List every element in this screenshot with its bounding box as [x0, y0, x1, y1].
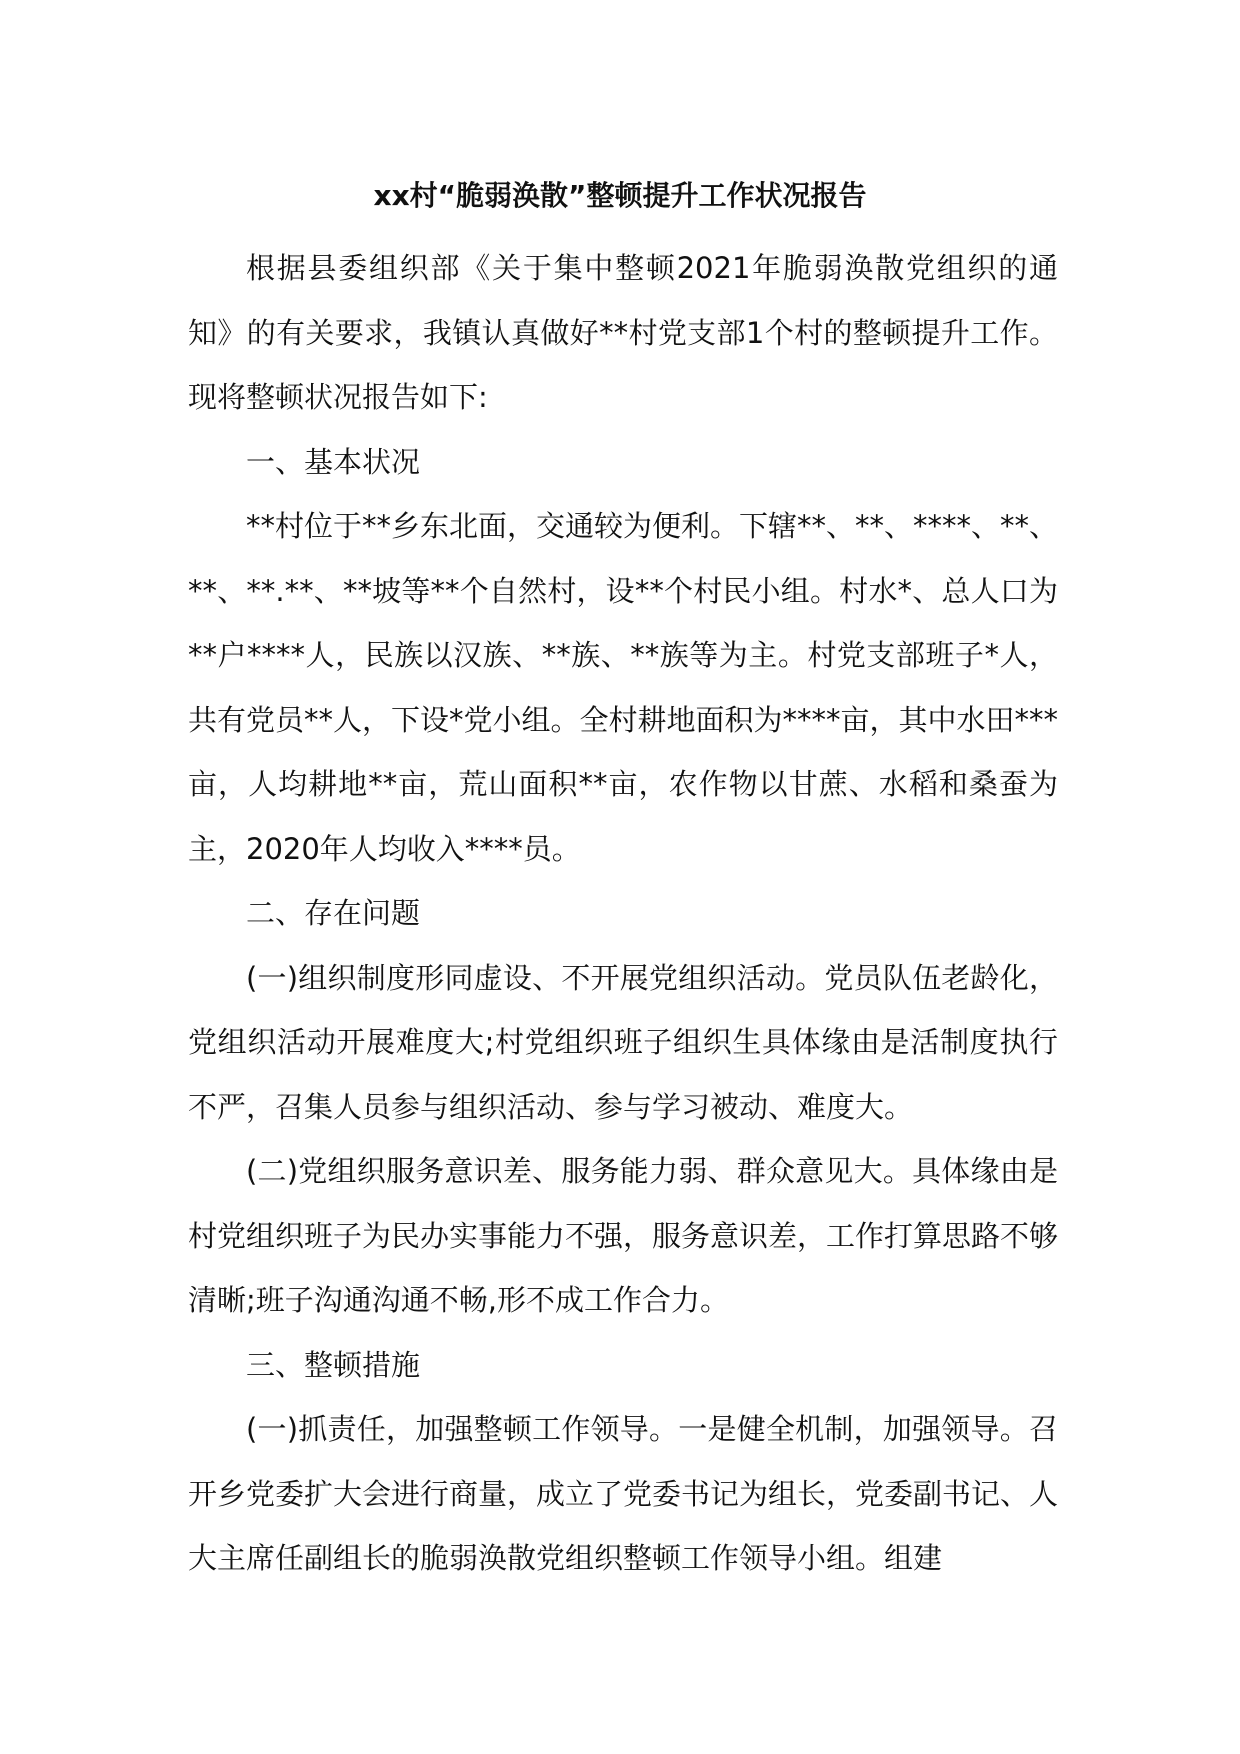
paragraph-basic-situation: **村位于**乡东北面，交通较为便利。下辖**、**、****、**、**、**.**、**坡等**个自然村，设**个村民小组。村水*、总人口为**户****人，民族以汉族、**族、**族等为主。村党支部班子*人，共有党员**人，下设*党小组。全村耕地面积为****亩，其中水田***亩，人均耕地**亩，荒山面积**亩，农作物以甘蔗、水稻和桑蚕为主，2020年人均收入****员。 [188, 509, 1059, 866]
paragraph-problem-1: (一)组织制度形同虚设、不开展党组织活动。党员队伍老龄化，党组织活动开展难度大;村党组织班子组织生具体缘由是活制度执行不严，召集人员参与组织活动、参与学习被动、难度大。 [188, 960, 1058, 1124]
section-heading-basic-situation: 一、基本状况 [246, 444, 421, 479]
section-heading-measures: 三、整顿措施 [246, 1347, 421, 1382]
paragraph-problem-2: (二)党组织服务意识差、服务能力弱、群众意见大。具体缘由是村党组织班子为民办实事能力不强，服务意识差，工作打算思路不够清晰;班子沟通沟通不畅,形不成工作合力。 [188, 1154, 1059, 1317]
paragraph-intro: 根据县委组织部《关于集中整顿2021年脆弱涣散党组织的通知》的有关要求，我镇认真做好**村党支部1个村的整顿提升工作。现将整顿状况报告如下: [188, 251, 1058, 414]
paragraph-measure-1: (一)抓责任，加强整顿工作领导。一是健全机制，加强领导。召开乡党委扩大会进行商量，成立了党委书记为组长，党委副书记、人大主席任副组长的脆弱涣散党组织整顿工作领导小组。组建 [188, 1412, 1059, 1575]
document-title: xx村“脆弱涣散”整顿提升工作状况报告 [373, 179, 867, 212]
section-heading-existing-problems: 二、存在问题 [246, 896, 421, 930]
document-body [188, 236, 1058, 1591]
